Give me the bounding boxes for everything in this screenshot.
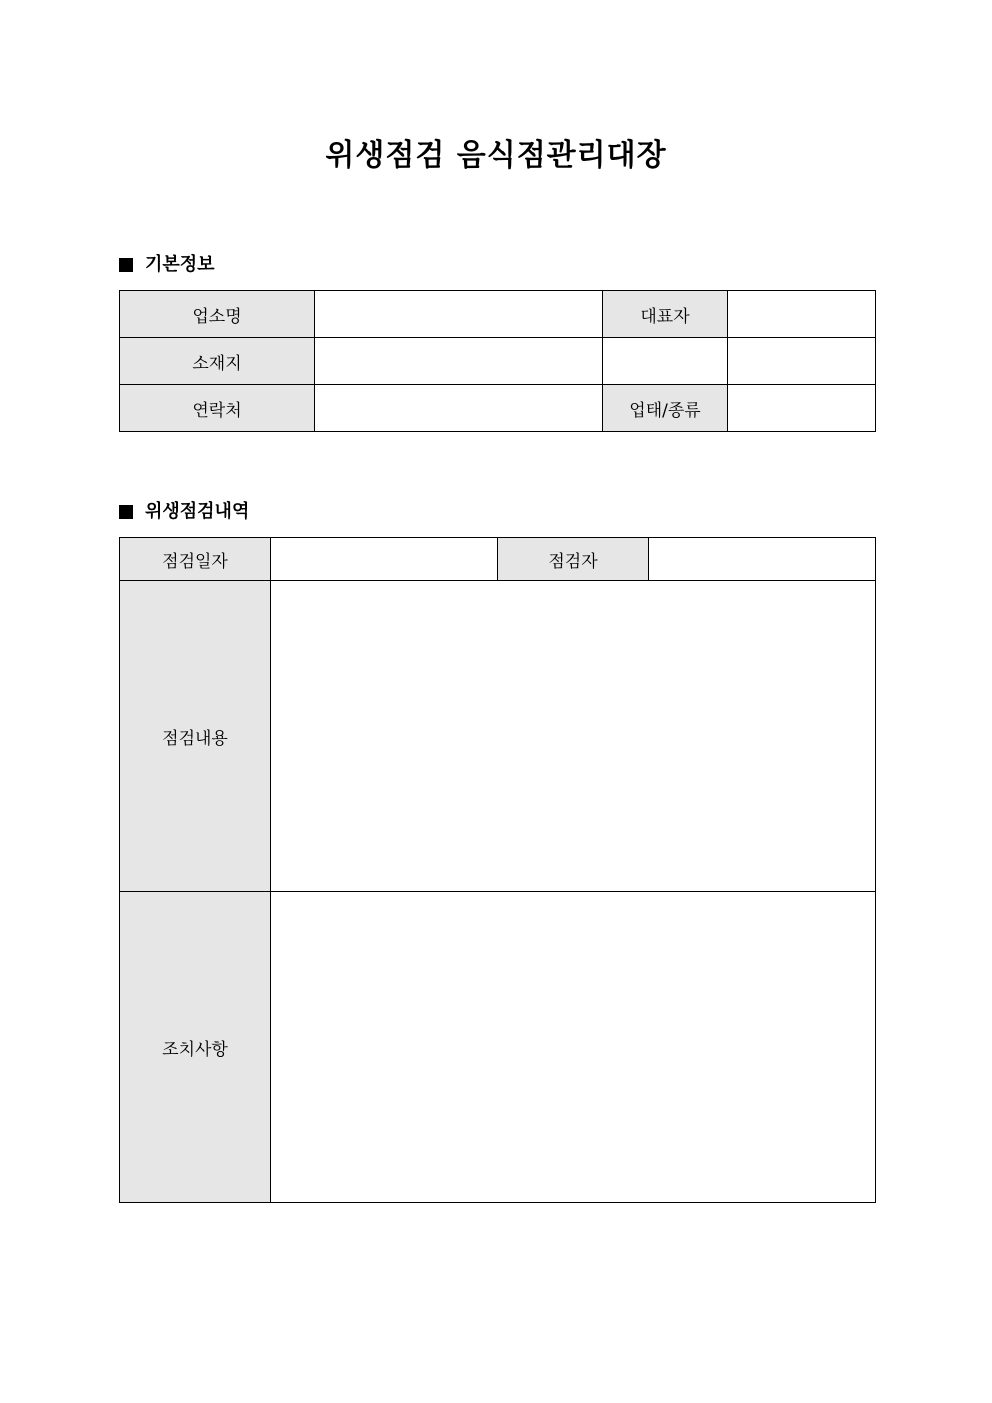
inspection-content-label: 점검내용 bbox=[120, 581, 271, 892]
action-taken-label: 조치사항 bbox=[120, 892, 271, 1203]
table-row bbox=[120, 291, 876, 338]
blank-label-cell[interactable] bbox=[603, 338, 728, 385]
table-row bbox=[120, 538, 876, 581]
basic-info-table bbox=[119, 290, 876, 432]
basic-info-heading bbox=[119, 253, 215, 277]
inspection-table bbox=[119, 537, 876, 1203]
representative-label: 대표자 bbox=[603, 291, 728, 338]
inspection-date-label: 점검일자 bbox=[120, 538, 271, 581]
business-name-field[interactable] bbox=[315, 291, 603, 338]
inspector-field[interactable] bbox=[649, 538, 876, 581]
square-bullet-icon bbox=[119, 258, 133, 272]
inspection-heading-text: 위생점검내역 bbox=[145, 501, 250, 522]
document-title: 위생점검 음식점관리대장 bbox=[325, 138, 667, 173]
inspection-heading bbox=[119, 500, 249, 524]
table-row bbox=[120, 385, 876, 432]
address-field[interactable] bbox=[315, 338, 603, 385]
business-name-label: 업소명 bbox=[120, 291, 315, 338]
business-type-field[interactable] bbox=[728, 385, 876, 432]
action-taken-field[interactable] bbox=[271, 892, 876, 1203]
inspector-label: 점검자 bbox=[498, 538, 649, 581]
business-type-label: 업태/종류 bbox=[603, 385, 728, 432]
table-row bbox=[120, 581, 876, 892]
table-row bbox=[120, 892, 876, 1203]
blank-value-cell[interactable] bbox=[728, 338, 876, 385]
inspection-date-field[interactable] bbox=[271, 538, 498, 581]
inspection-content-field[interactable] bbox=[271, 581, 876, 892]
address-label: 소재지 bbox=[120, 338, 315, 385]
contact-label: 연락처 bbox=[120, 385, 315, 432]
table-row bbox=[120, 338, 876, 385]
representative-field[interactable] bbox=[728, 291, 876, 338]
contact-field[interactable] bbox=[315, 385, 603, 432]
square-bullet-icon bbox=[119, 505, 133, 519]
basic-info-heading-text: 기본정보 bbox=[145, 254, 215, 275]
